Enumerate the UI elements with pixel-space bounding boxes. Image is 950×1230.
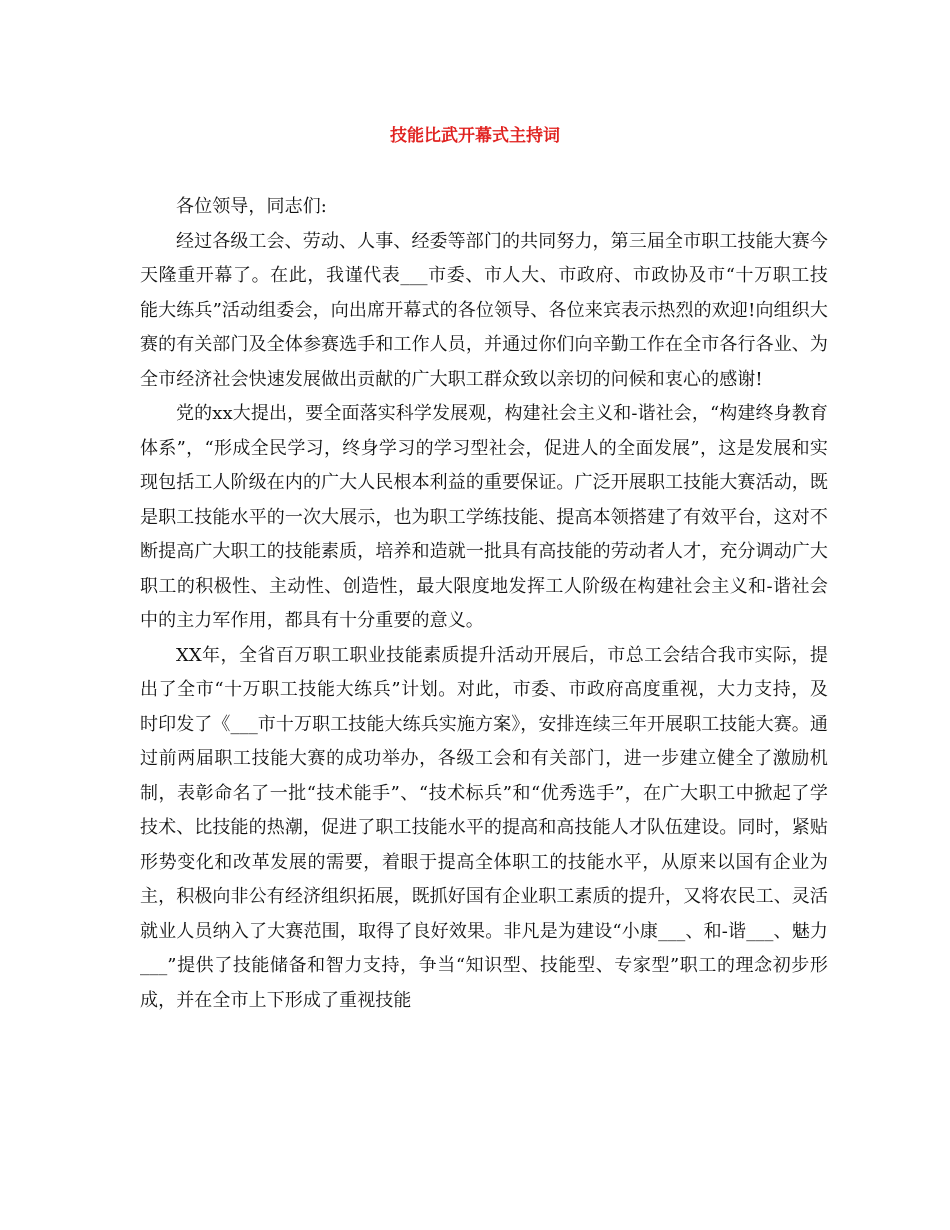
document-title: 技能比武开幕式主持词 bbox=[390, 126, 560, 146]
paragraph-significance: 党的xx大提出，要全面落实科学发展观，构建社会主义和-谐社会，“构建终身教育体系”，“形成全民学习，终身学习的学习型社会，促进人的全面发展”，这是发展和实现包括工人阶级在内的广大人民根本利益的重要保证。广泛开展职工技能大赛活动，既是职工技能水平的一次大展示，也为职工学练技能、提高本领搭建了有效平台，这对不断提高广大职工的技能素质，培养和造就一批具有高技能的劳动者人才，充分调动广大职工的积极性、主动性、创造性，最大限度地发挥工人阶级在构建社会主义和-谐社会中的主力军作用，都具有十分重要的意义。 bbox=[140, 403, 828, 631]
document-body bbox=[140, 190, 828, 1018]
paragraph-opening: 经过各级工会、劳动、人事、经委等部门的共同努力，第三届全市职工技能大赛今天隆重开幕了。在此，我谨代表___市委、市人大、市政府、市政协及市“十万职工技能大练兵”活动组委会，向出席开幕式的各位领导、各位来宾表示热烈的欢迎!向组织大赛的有关部门及全体参赛选手和工作人员，并通过你们向辛勤工作在全市各行各业、为全市经济社会快速发展做出贡献的广大职工群众致以亲切的问候和衷心的感谢! bbox=[140, 230, 828, 390]
paragraph-greeting: 各位领导，同志们: bbox=[176, 196, 327, 217]
paragraph-history: XX年，全省百万职工职业技能素质提升活动开展后，市总工会结合我市实际，提出了全市“十万职工技能大练兵”计划。对此，市委、市政府高度重视，大力支持，及时印发了《___市十万职工技能大练兵实施方案》，安排连续三年开展职工技能大赛。通过前两届职工技能大赛的成功举办，各级工会和有关部门，进一步建立健全了激励机制，表彰命名了一批“技术能手”、“技术标兵”和“优秀选手”，在广大职工中掀起了学技术、比技能的热潮，促进了职工技能水平的提高和高技能人才队伍建设。同时，紧贴形势变化和改革发展的需要，着眼于提高全体职工的技能水平，从原来以国有企业为主，积极向非公有经济组织拓展，既抓好国有企业职工素质的提升，又将农民工、灵活就业人员纳入了大赛范围，取得了良好效果。非凡是为建设“小康___、和-谐___、魅力___”提供了技能储备和智力支持，争当“知识型、技能型、专家型”职工的理念初步形成，并在全市上下形成了重视技能 bbox=[140, 644, 828, 1011]
